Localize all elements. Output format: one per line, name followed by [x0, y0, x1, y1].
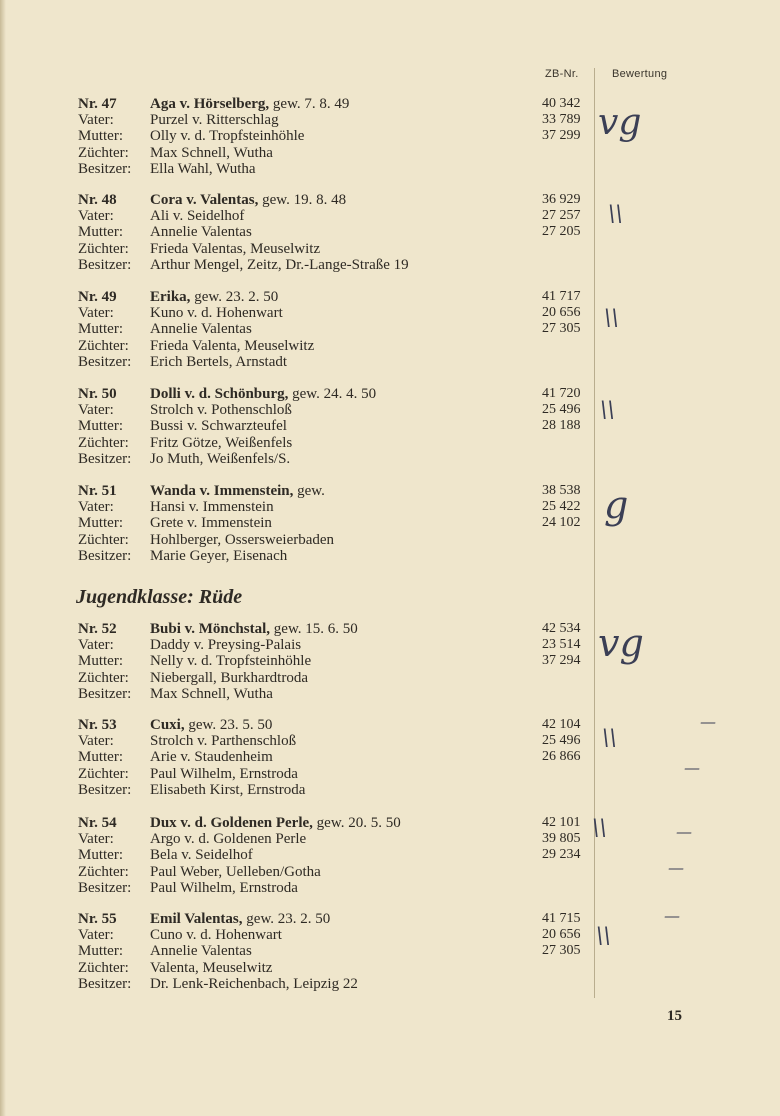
field-label: Züchter:: [78, 669, 129, 686]
field-value: Grete v. Immenstein: [150, 515, 272, 532]
entry-row: [78, 192, 598, 208]
field-label: Vater:: [78, 402, 114, 419]
birth-date: gew. 23. 2. 50: [194, 289, 279, 305]
birth-date: gew. 19. 8. 48: [262, 192, 347, 208]
entry-row: [78, 515, 598, 531]
birth-date: gew. 23. 2. 50: [246, 911, 331, 927]
field-value: Olly v. d. Tropfsteinhöhle: [150, 128, 305, 145]
entry-number: Nr. 51: [78, 483, 117, 499]
entry-row: [78, 499, 598, 515]
field-value: Frieda Valentas, Meuselwitz: [150, 240, 321, 257]
field-value: Dr. Lenk-Reichenbach, Leipzig 22: [150, 975, 358, 992]
handwritten-rating: \\: [608, 202, 623, 227]
zb-number: 37 299: [542, 128, 581, 144]
field-label: Vater:: [78, 637, 114, 654]
field-label: Vater:: [78, 927, 114, 944]
entry-row: [78, 880, 598, 896]
handwritten-rating: vg: [598, 621, 644, 665]
field-label: Züchter:: [78, 144, 129, 161]
field-label: Züchter:: [78, 959, 129, 976]
entry-number: Nr. 53: [78, 717, 117, 733]
birth-date: gew. 15. 6. 50: [273, 621, 358, 637]
birth-date: gew. 20. 5. 50: [316, 815, 401, 831]
zb-number: 42 101: [542, 815, 581, 830]
entry-row: [78, 670, 598, 686]
field-value: Elisabeth Kirst, Ernstroda: [150, 781, 306, 798]
zb-number: 33 789: [542, 112, 581, 128]
dog-entry: [78, 483, 598, 564]
field-label: Mutter:: [78, 749, 123, 766]
handwritten-rating: \\: [602, 726, 617, 751]
entry-row: [78, 960, 598, 976]
field-value: Bussi v. Schwarzteufel: [150, 418, 287, 435]
entry-row: [78, 782, 598, 798]
zb-number: 27 205: [542, 224, 581, 240]
field-value: Jo Muth, Weißenfels/S.: [150, 450, 291, 467]
dog-name-line: [150, 289, 278, 305]
entry-row: [78, 96, 598, 112]
entry-row: [78, 548, 598, 564]
dog-name-line: [150, 911, 330, 927]
birth-date: gew.: [297, 483, 325, 499]
zb-nr-header: ZB-Nr.: [545, 68, 579, 80]
entry-row: [78, 289, 598, 305]
field-label: Besitzer:: [78, 160, 132, 177]
birth-date: gew. 7. 8. 49: [272, 96, 350, 112]
dog-entry: [78, 192, 598, 273]
handwritten-rating: \\: [600, 398, 615, 423]
entry-row: [78, 208, 598, 224]
zb-number: 27 305: [542, 943, 581, 959]
entry-row: [78, 321, 598, 337]
field-value: Purzel v. Ritterschlag: [150, 112, 279, 129]
zb-number: 25 496: [542, 402, 581, 418]
field-value: Ella Wahl, Wutha: [150, 160, 256, 177]
entry-number: Nr. 50: [78, 386, 117, 402]
entry-row: [78, 451, 598, 467]
field-label: Mutter:: [78, 847, 123, 864]
zb-number: 28 188: [542, 418, 581, 434]
field-value: Nelly v. d. Tropfsteinhöhle: [150, 653, 312, 670]
page-edge: [0, 0, 6, 1116]
dog-name-line: [150, 621, 358, 637]
field-label: Besitzer:: [78, 685, 132, 702]
entry-row: [78, 128, 598, 144]
handwritten-rating: vg: [598, 102, 642, 143]
field-label: Züchter:: [78, 434, 129, 451]
section-title: Jugendklasse: Rüde: [76, 586, 243, 608]
dog-name-line: [150, 192, 346, 208]
entry-row: [78, 532, 598, 548]
zb-number: 23 514: [542, 637, 581, 653]
field-label: Züchter:: [78, 765, 129, 782]
field-value: Argo v. d. Goldenen Perle: [150, 831, 307, 848]
field-label: Besitzer:: [78, 353, 132, 370]
field-value: Valenta, Meuselwitz: [150, 959, 273, 976]
entry-row: [78, 976, 598, 992]
dog-entry: [78, 386, 598, 467]
field-label: Züchter:: [78, 531, 129, 548]
entry-row: [78, 911, 598, 927]
entry-row: [78, 386, 598, 402]
field-label: Mutter:: [78, 515, 123, 532]
dog-name-line: [150, 815, 401, 831]
entry-row: [78, 943, 598, 959]
margin-dash-mark: —: [664, 906, 680, 925]
field-value: Arie v. Staudenheim: [150, 749, 273, 766]
zb-number: 20 656: [542, 305, 581, 321]
entry-number: Nr. 52: [78, 621, 117, 637]
entry-number: Nr. 55: [78, 911, 117, 927]
zb-number: 27 257: [542, 208, 581, 224]
field-value: Erich Bertels, Arnstadt: [150, 353, 288, 370]
field-value: Fritz Götze, Weißenfels: [150, 434, 293, 451]
field-value: Arthur Mengel, Zeitz, Dr.-Lange-Straße 19: [150, 256, 409, 273]
margin-dash-mark: —: [684, 758, 700, 777]
field-label: Züchter:: [78, 337, 129, 354]
field-value: Max Schnell, Wutha: [150, 685, 273, 702]
field-value: Ali v. Seidelhof: [150, 208, 245, 225]
field-label: Mutter:: [78, 128, 123, 145]
field-label: Besitzer:: [78, 879, 132, 896]
dog-entry: [78, 289, 598, 370]
field-value: Strolch v. Parthenschloß: [150, 733, 297, 750]
field-label: Züchter:: [78, 863, 129, 880]
dog-entry: [78, 717, 598, 798]
birth-date: gew. 23. 5. 50: [188, 717, 273, 733]
entry-row: [78, 354, 598, 370]
entry-row: [78, 927, 598, 943]
zb-number: 27 305: [542, 321, 581, 337]
entry-row: [78, 653, 598, 669]
field-label: Vater:: [78, 733, 114, 750]
dog-name-line: [150, 96, 349, 112]
dog-entry: [78, 96, 598, 177]
field-value: Niebergall, Burkhardtroda: [150, 669, 309, 686]
zb-number: 41 717: [542, 289, 581, 304]
entry-row: [78, 224, 598, 240]
entry-row: [78, 338, 598, 354]
margin-dash-mark: —: [668, 858, 684, 877]
field-label: Mutter:: [78, 943, 123, 960]
entry-number: Nr. 47: [78, 96, 117, 112]
field-value: Annelie Valentas: [150, 321, 252, 338]
field-label: Mutter:: [78, 224, 123, 241]
field-value: Kuno v. d. Hohenwart: [150, 305, 283, 322]
entry-row: [78, 847, 598, 863]
field-label: Besitzer:: [78, 975, 132, 992]
entry-row: [78, 112, 598, 128]
zb-number: 24 102: [542, 515, 581, 531]
dog-name: Erika,: [150, 289, 191, 305]
field-label: Vater:: [78, 499, 114, 516]
field-value: Hansi v. Immenstein: [150, 499, 274, 516]
entry-row: [78, 621, 598, 637]
field-value: Paul Wilhelm, Ernstroda: [150, 765, 298, 782]
zb-number: 20 656: [542, 927, 581, 943]
field-label: Vater:: [78, 208, 114, 225]
entry-row: [78, 241, 598, 257]
entry-row: [78, 402, 598, 418]
zb-number: 37 294: [542, 653, 581, 669]
field-value: Bela v. Seidelhof: [150, 847, 253, 864]
field-value: Frieda Valenta, Meuselwitz: [150, 337, 315, 354]
field-label: Besitzer:: [78, 450, 132, 467]
field-label: Besitzer:: [78, 781, 132, 798]
margin-dash-mark: —: [700, 712, 716, 731]
field-label: Mutter:: [78, 321, 123, 338]
dog-name-line: [150, 386, 376, 402]
field-label: Vater:: [78, 305, 114, 322]
zb-number: 26 866: [542, 749, 581, 765]
entry-row: [78, 864, 598, 880]
page-number: 15: [667, 1008, 682, 1024]
dog-name: Cora v. Valentas,: [150, 192, 259, 208]
zb-number: 41 715: [542, 911, 581, 926]
handwritten-rating: \\: [596, 924, 611, 949]
field-label: Besitzer:: [78, 547, 132, 564]
entry-row: [78, 831, 598, 847]
handwritten-rating: \\: [604, 306, 619, 331]
handwritten-rating: \\: [592, 816, 607, 841]
entry-row: [78, 766, 598, 782]
field-value: Marie Geyer, Eisenach: [150, 547, 288, 564]
zb-number: 25 422: [542, 499, 581, 515]
zb-number: 36 929: [542, 192, 581, 207]
field-value: Paul Wilhelm, Ernstroda: [150, 879, 298, 896]
field-label: Mutter:: [78, 418, 123, 435]
entry-number: Nr. 54: [78, 815, 117, 831]
entry-number: Nr. 49: [78, 289, 117, 305]
dog-name: Dux v. d. Goldenen Perle,: [150, 815, 313, 831]
dog-name: Emil Valentas,: [150, 911, 243, 927]
bewertung-header: Bewertung: [612, 68, 668, 80]
dog-name: Cuxi,: [150, 717, 185, 733]
dog-entry: [78, 911, 598, 992]
field-label: Vater:: [78, 831, 114, 848]
zb-number: 38 538: [542, 483, 581, 498]
field-value: Annelie Valentas: [150, 224, 252, 241]
dog-name: Dolli v. d. Schönburg,: [150, 386, 289, 402]
entry-row: [78, 733, 598, 749]
dog-name: Bubi v. Mönchstal,: [150, 621, 271, 637]
field-label: Züchter:: [78, 240, 129, 257]
birth-date: gew. 24. 4. 50: [292, 386, 377, 402]
dog-name: Aga v. Hörselberg,: [150, 96, 270, 112]
dog-entry: [78, 815, 598, 896]
field-value: Annelie Valentas: [150, 943, 252, 960]
entry-row: [78, 161, 598, 177]
zb-number: 29 234: [542, 847, 581, 863]
entry-row: [78, 749, 598, 765]
entry-row: [78, 717, 598, 733]
zb-number: 39 805: [542, 831, 581, 847]
field-value: Cuno v. d. Hohenwart: [150, 927, 282, 944]
entry-row: [78, 435, 598, 451]
entry-row: [78, 305, 598, 321]
entry-row: [78, 145, 598, 161]
field-label: Vater:: [78, 112, 114, 129]
field-value: Daddy v. Preysing-Palais: [150, 637, 302, 654]
zb-number: 42 534: [542, 621, 581, 636]
field-value: Paul Weber, Uelleben/Gotha: [150, 863, 321, 880]
zb-number: 42 104: [542, 717, 581, 732]
zb-number: 41 720: [542, 386, 581, 401]
entry-row: [78, 483, 598, 499]
dog-name-line: [150, 717, 272, 733]
dog-name-line: [150, 483, 325, 499]
handwritten-rating: g: [604, 483, 629, 527]
dog-entry: [78, 621, 598, 702]
zb-number: 40 342: [542, 96, 581, 111]
entry-row: [78, 815, 598, 831]
entry-number: Nr. 48: [78, 192, 117, 208]
field-value: Hohlberger, Ossersweierbaden: [150, 531, 335, 548]
entry-row: [78, 418, 598, 434]
zb-number: 25 496: [542, 733, 581, 749]
entry-row: [78, 637, 598, 653]
margin-dash-mark: —: [676, 822, 692, 841]
entry-row: [78, 686, 598, 702]
entry-row: [78, 257, 598, 273]
field-label: Besitzer:: [78, 256, 132, 273]
field-value: Strolch v. Pothenschloß: [150, 402, 292, 419]
dog-name: Wanda v. Immenstein,: [150, 483, 294, 499]
field-label: Mutter:: [78, 653, 123, 670]
field-value: Max Schnell, Wutha: [150, 144, 273, 161]
